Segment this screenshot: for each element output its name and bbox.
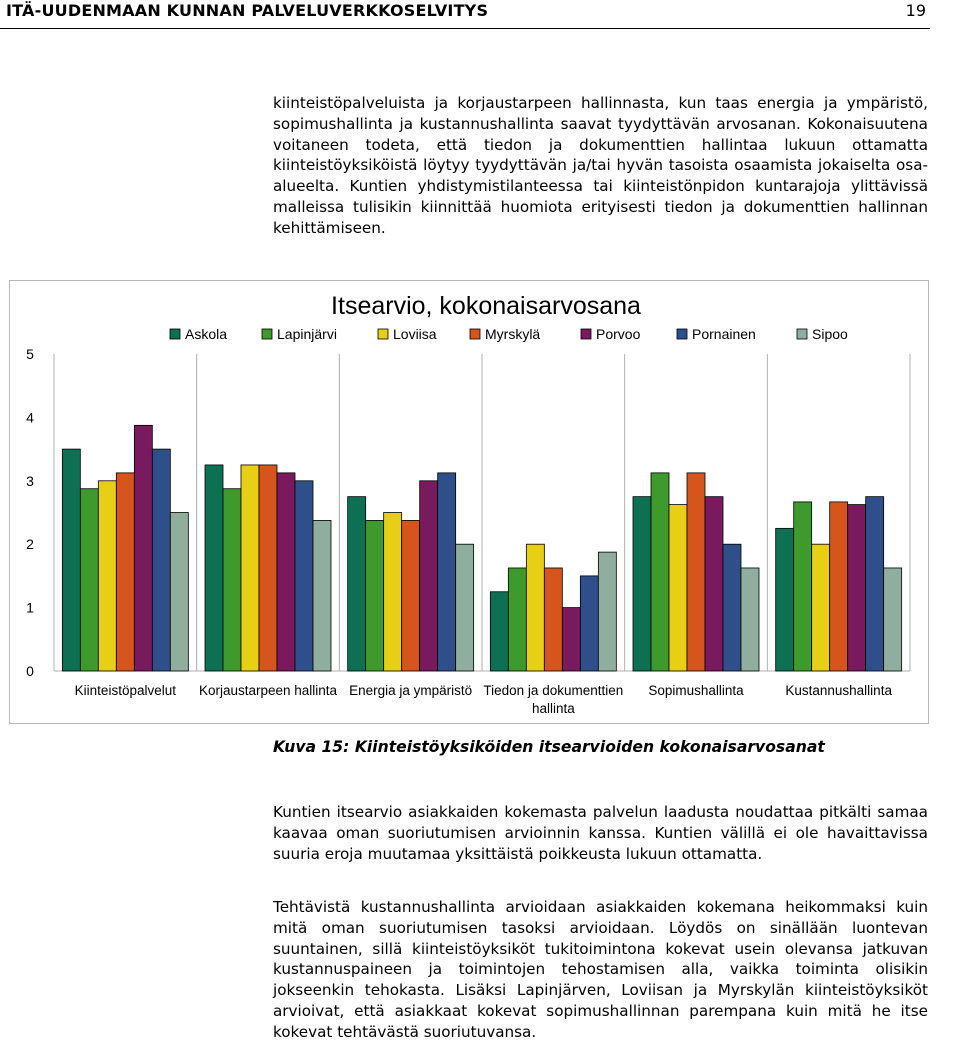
body-paragraph-2: Kuntien itsearvio asiakkaiden kokemasta palvelun laadusta noudattaa pitkälti samaa kaavaa oman suoriutumisen arvioinnin kanssa. Kuntien välillä ei ole havaittavissa suuria eroja muutamaa yksittäistä poikkeusta lukuun ottamatta. [273, 803, 928, 863]
x-tick-label [199, 683, 338, 698]
x-tick-label-line: Kiinteistöpalvelut [74, 683, 176, 698]
bar-lapinjärvi [223, 489, 241, 671]
bar-loviisa [384, 513, 402, 672]
y-tick-label: 3 [26, 472, 34, 489]
x-tick-label [75, 683, 177, 698]
bar-lapinjärvi [651, 473, 669, 671]
bar-porvoo [705, 497, 723, 671]
bar-loviisa [98, 481, 116, 671]
bar-askola [205, 465, 223, 671]
page-number: 19 [905, 1, 926, 20]
x-tick-label-line: Kustannushallinta [785, 683, 892, 698]
y-tick-label: 1 [26, 599, 34, 616]
x-tick-label [483, 683, 623, 716]
legend-label-loviisa: Loviisa [393, 326, 437, 342]
bar-pornainen [295, 481, 313, 671]
bar-pornainen [438, 473, 456, 671]
legend-swatch-sipoo [797, 329, 807, 339]
x-tick-label-line: Sopimushallinta [648, 683, 744, 698]
bar-sipoo [456, 544, 474, 671]
x-tick-label [785, 683, 892, 698]
bar-loviisa [526, 544, 544, 671]
intro-paragraph: kiinteistöpalveluista ja korjaustarpeen hallinnasta, kun taas energia ja ympäristö, sopimushallinta ja kustannushallinta saavat tyydyttävän arvosanan. Kokonaisuutena voitaneen todeta, että tiedon ja dokumenttien hallintaa lukuun ottamatta kiinteistöyksiköistä löytyy tyydyttävän ja/tai hyvän tasoista osaamista jokaiselta osa-alueelta. Kuntien yhdistymistilanteessa tai kiinteistönpidon kuntarajoja ylittävissä malleissa tulisikin kiinnittää huomiota erityisesti tiedon ja dokumenttien hallinnan kehittämiseen. [273, 94, 928, 237]
document-title: ITÄ-UUDENMAAN KUNNAN PALVELUVERKKOSELVITYS [6, 1, 489, 20]
bar-myrskylä [402, 520, 420, 671]
y-tick-label: 5 [26, 346, 34, 362]
bar-myrskylä [687, 473, 705, 671]
bar-lapinjärvi [508, 568, 526, 671]
bar-askola [776, 528, 794, 671]
legend-label-sipoo: Sipoo [812, 326, 848, 342]
bar-lapinjärvi [80, 489, 98, 671]
legend-label-lapinjärvi: Lapinjärvi [277, 326, 337, 342]
bar-sipoo [598, 552, 616, 671]
legend-label-porvoo: Porvoo [596, 326, 641, 342]
legend-swatch-pornainen [677, 329, 687, 339]
bar-porvoo [277, 473, 295, 671]
bar-sipoo [741, 568, 759, 671]
bar-myrskylä [116, 473, 134, 671]
page-header [0, 0, 930, 29]
bar-askola [633, 497, 651, 671]
bar-sipoo [313, 520, 331, 671]
x-tick-label [648, 683, 744, 698]
bar-lapinjärvi [366, 520, 384, 671]
x-tick-label-line: hallinta [531, 701, 575, 716]
bar-askola [348, 497, 366, 671]
bar-loviisa [812, 544, 830, 671]
bar-loviisa [241, 465, 259, 671]
legend-swatch-loviisa [378, 329, 388, 339]
bar-sipoo [884, 568, 902, 671]
body-paragraph-3: Tehtävistä kustannushallinta arvioidaan asiakkaiden kokemana heikommaksi kuin mitä oman suoriutumisen tasoksi arvioidaan. Löydös on sinällään luontevan suuntainen, sillä kiinteistöyksiköt tukitoimintona kokevat usein olevansa jatkuvan kustannuspaineen ja toimintojen tehostamisen alla, vaikka toiminta olisikin jokseenkin tehokasta. Lisäksi Lapinjärven, Loviisan ja Myrskylän kiinteistöyksiköt arvioivat, että asiakkaat kokevat sopimushallinnan parempana kuin mitä he itse kokevat tehtävästä suoriutuvansa. [273, 898, 928, 1041]
legend-label-askola: Askola [185, 326, 228, 342]
x-tick-label [349, 683, 472, 698]
legend-swatch-porvoo [581, 329, 591, 339]
bar-myrskylä [830, 502, 848, 671]
x-tick-label-line: Tiedon ja dokumenttien [483, 683, 624, 698]
legend-label-pornainen: Pornainen [692, 326, 756, 342]
bar-myrskylä [544, 568, 562, 671]
chart-title: Itsearvio, kokonaisarvosana [331, 292, 641, 320]
legend-swatch-askola [170, 329, 180, 339]
chart-frame [9, 280, 929, 724]
bar-pornainen [866, 497, 884, 671]
bar-lapinjärvi [794, 502, 812, 671]
legend-label-myrskylä: Myrskylä [485, 326, 541, 342]
bar-sipoo [170, 513, 188, 672]
bar-porvoo [562, 608, 580, 671]
bar-porvoo [420, 481, 438, 671]
bar-porvoo [848, 505, 866, 671]
bar-porvoo [134, 425, 152, 671]
bar-askola [62, 449, 80, 671]
bar-myrskylä [259, 465, 277, 671]
bar-loviisa [669, 505, 687, 671]
bar-pornainen [152, 449, 170, 671]
bar-pornainen [580, 576, 598, 671]
y-tick-label: 4 [26, 409, 34, 426]
figure-caption: Kuva 15: Kiinteistöyksiköiden itsearvioiden kokonaisarvosanat [273, 738, 825, 756]
legend-swatch-myrskylä [470, 329, 480, 339]
x-tick-label-line: Energia ja ympäristö [349, 683, 473, 698]
legend-swatch-lapinjärvi [262, 329, 272, 339]
bar-askola [490, 592, 508, 671]
chart [10, 281, 930, 725]
bar-pornainen [723, 544, 741, 671]
x-tick-label-line: Korjaustarpeen hallinta [198, 683, 338, 698]
y-tick-label: 0 [26, 663, 34, 679]
y-tick-label: 2 [26, 536, 34, 553]
